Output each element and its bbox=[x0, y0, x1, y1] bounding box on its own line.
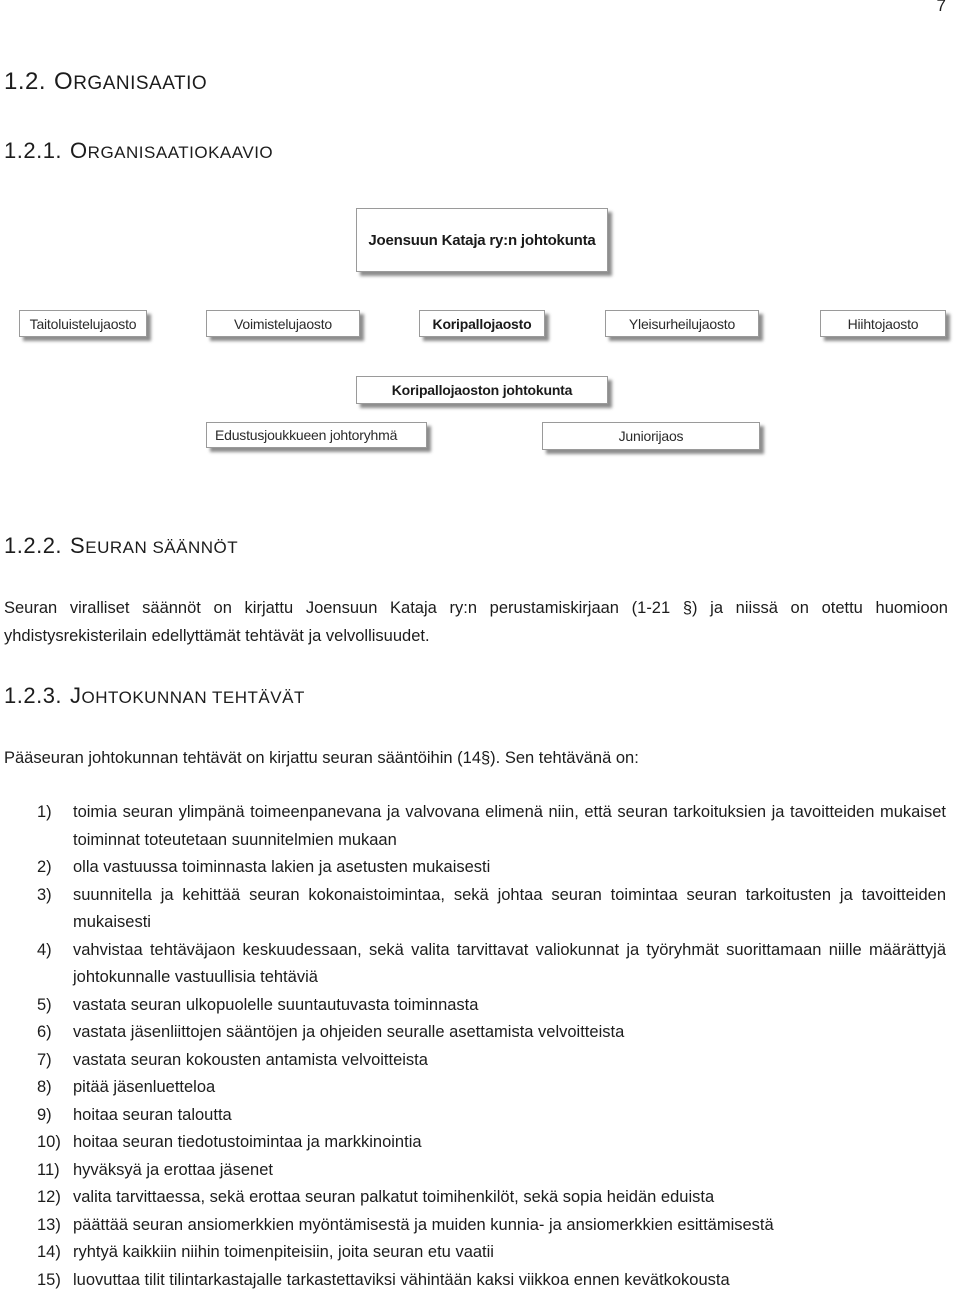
org-box-sub-group-2: Juniorijaos bbox=[542, 422, 760, 450]
rules-paragraph: Seuran viralliset säännöt on kirjattu Joensuun Kataja ry:n perustamiskirjaan (1-21 §) ja niissä on otettu huomioon yhdistysrekisterilain edellyttämät tehtävät ja velvollisuudet. bbox=[4, 594, 948, 650]
org-box-section-3: Koripallojaosto bbox=[419, 310, 545, 337]
list-item-text: ryhtyä kaikkiin niihin toimenpiteisiin, joita seuran etu vaatii bbox=[73, 1243, 494, 1261]
list-item-text: luovuttaa tilit tilintarkastajalle tarkastettaviksi vähintään kaksi viikkoa ennen kevätkokousta bbox=[73, 1271, 730, 1289]
list-item-text: hoitaa seuran tiedotustoimintaa ja markkinointia bbox=[73, 1133, 422, 1151]
section-heading-seuran-saannot bbox=[4, 533, 238, 559]
list-item bbox=[0, 1047, 946, 1075]
page-number: 7 bbox=[937, 0, 946, 16]
org-box-section-2: Voimistelujaosto bbox=[206, 310, 360, 337]
list-item-text: päättää seuran ansiomerkkien myöntämisestä ja muiden kunnia- ja ansiomerkkien esittämisestä bbox=[73, 1216, 774, 1234]
heading-rest: RGANISAATIO bbox=[73, 73, 207, 94]
org-box-sub-group-1: Edustusjoukkueen johtoryhmä bbox=[206, 422, 427, 448]
list-item-number: 9) bbox=[37, 1102, 52, 1130]
list-item-text: pitää jäsenluetteloa bbox=[73, 1078, 215, 1096]
list-item-text: hoitaa seuran taloutta bbox=[73, 1106, 232, 1124]
org-box-sub-board: Koripallojaoston johtokunta bbox=[356, 376, 608, 404]
list-item-text: valita tarvittaessa, sekä erottaa seuran palkatut toimihenkilöt, sekä sopia heidän eduista bbox=[73, 1188, 714, 1206]
list-item-number: 14) bbox=[37, 1239, 61, 1267]
heading-initial: S bbox=[70, 533, 85, 558]
list-item bbox=[0, 1212, 946, 1240]
heading-initial: O bbox=[70, 138, 88, 163]
duties-list bbox=[0, 799, 946, 1294]
list-item bbox=[0, 992, 946, 1020]
heading-initial: O bbox=[54, 68, 73, 95]
list-item bbox=[0, 1102, 946, 1130]
list-item-number: 12) bbox=[37, 1184, 61, 1212]
list-item-number: 2) bbox=[37, 854, 52, 882]
list-item-text: suunnitella ja kehittää seuran kokonaistoimintaa, sekä johtaa seuran toimintaa seuran tarkoitusten ja tavoitteiden mukaisesti bbox=[73, 886, 946, 932]
list-item bbox=[0, 882, 946, 937]
list-item-text: vastata seuran kokousten antamista velvoitteista bbox=[73, 1051, 428, 1069]
section-heading-organisaatio bbox=[4, 68, 207, 96]
org-box-section-4: Yleisurheilujaosto bbox=[605, 310, 759, 337]
list-item-number: 11) bbox=[37, 1157, 60, 1185]
duties-intro-paragraph: Pääseuran johtokunnan tehtävät on kirjattu seuran sääntöihin (14§). Sen tehtävänä on: bbox=[4, 744, 948, 772]
list-item-number: 13) bbox=[37, 1212, 61, 1240]
list-item-text: toimia seuran ylimpänä toimeenpanevana ja valvovana elimenä niin, että seuran tarkoituksien ja tavoitteiden mukaiset toiminnat toteutetaan suunnitelmien mukaan bbox=[73, 803, 946, 849]
org-box-section-1: Taitoluistelujaosto bbox=[19, 310, 147, 337]
list-item-number: 6) bbox=[37, 1019, 52, 1047]
heading-number: 1.2. bbox=[4, 68, 46, 95]
list-item bbox=[0, 1184, 946, 1212]
list-item-number: 8) bbox=[37, 1074, 52, 1102]
list-item bbox=[0, 854, 946, 882]
heading-number: 1.2.3. bbox=[4, 683, 62, 708]
list-item bbox=[0, 1019, 946, 1047]
list-item-number: 15) bbox=[37, 1267, 61, 1294]
list-item-text: vastata seuran ulkopuolelle suuntautuvasta toiminnasta bbox=[73, 996, 478, 1014]
heading-rest: OHTOKUNNAN TEHTÄVÄT bbox=[82, 688, 305, 707]
list-item-number: 4) bbox=[37, 937, 52, 965]
list-item bbox=[0, 799, 946, 854]
list-item-text: vastata jäsenliittojen sääntöjen ja ohjeiden seuralle asettamista velvoitteista bbox=[73, 1023, 624, 1041]
list-item-number: 1) bbox=[37, 799, 52, 827]
list-item-number: 3) bbox=[37, 882, 52, 910]
list-item bbox=[0, 1157, 946, 1185]
list-item-number: 10) bbox=[37, 1129, 61, 1157]
list-item-text: hyväksyä ja erottaa jäsenet bbox=[73, 1161, 273, 1179]
list-item bbox=[0, 1074, 946, 1102]
org-box-main-board: Joensuun Kataja ry:n johtokunta bbox=[356, 208, 608, 272]
list-item-text: olla vastuussa toiminnasta lakien ja asetusten mukaisesti bbox=[73, 858, 490, 876]
list-item bbox=[0, 1267, 946, 1294]
section-heading-organisaatiokaavio bbox=[4, 138, 273, 164]
list-item bbox=[0, 937, 946, 992]
org-chart bbox=[0, 200, 960, 465]
list-item bbox=[0, 1239, 946, 1267]
heading-number: 1.2.2. bbox=[4, 533, 62, 558]
heading-rest: EURAN SÄÄNNÖT bbox=[85, 538, 238, 557]
list-item-number: 7) bbox=[37, 1047, 52, 1075]
list-item-number: 5) bbox=[37, 992, 52, 1020]
list-item bbox=[0, 1129, 946, 1157]
heading-initial: J bbox=[70, 683, 82, 708]
heading-rest: RGANISAATIOKAAVIO bbox=[88, 143, 273, 162]
heading-number: 1.2.1. bbox=[4, 138, 62, 163]
list-item-text: vahvistaa tehtäväjaon keskuudessaan, sekä valita tarvittavat valiokunnat ja työryhmät suorittamaan niille määrättyjä johtokunnalle vastuullisia tehtäviä bbox=[73, 941, 946, 987]
org-box-section-5: Hiihtojaosto bbox=[820, 310, 946, 337]
section-heading-johtokunnan-tehtavat bbox=[4, 683, 305, 709]
